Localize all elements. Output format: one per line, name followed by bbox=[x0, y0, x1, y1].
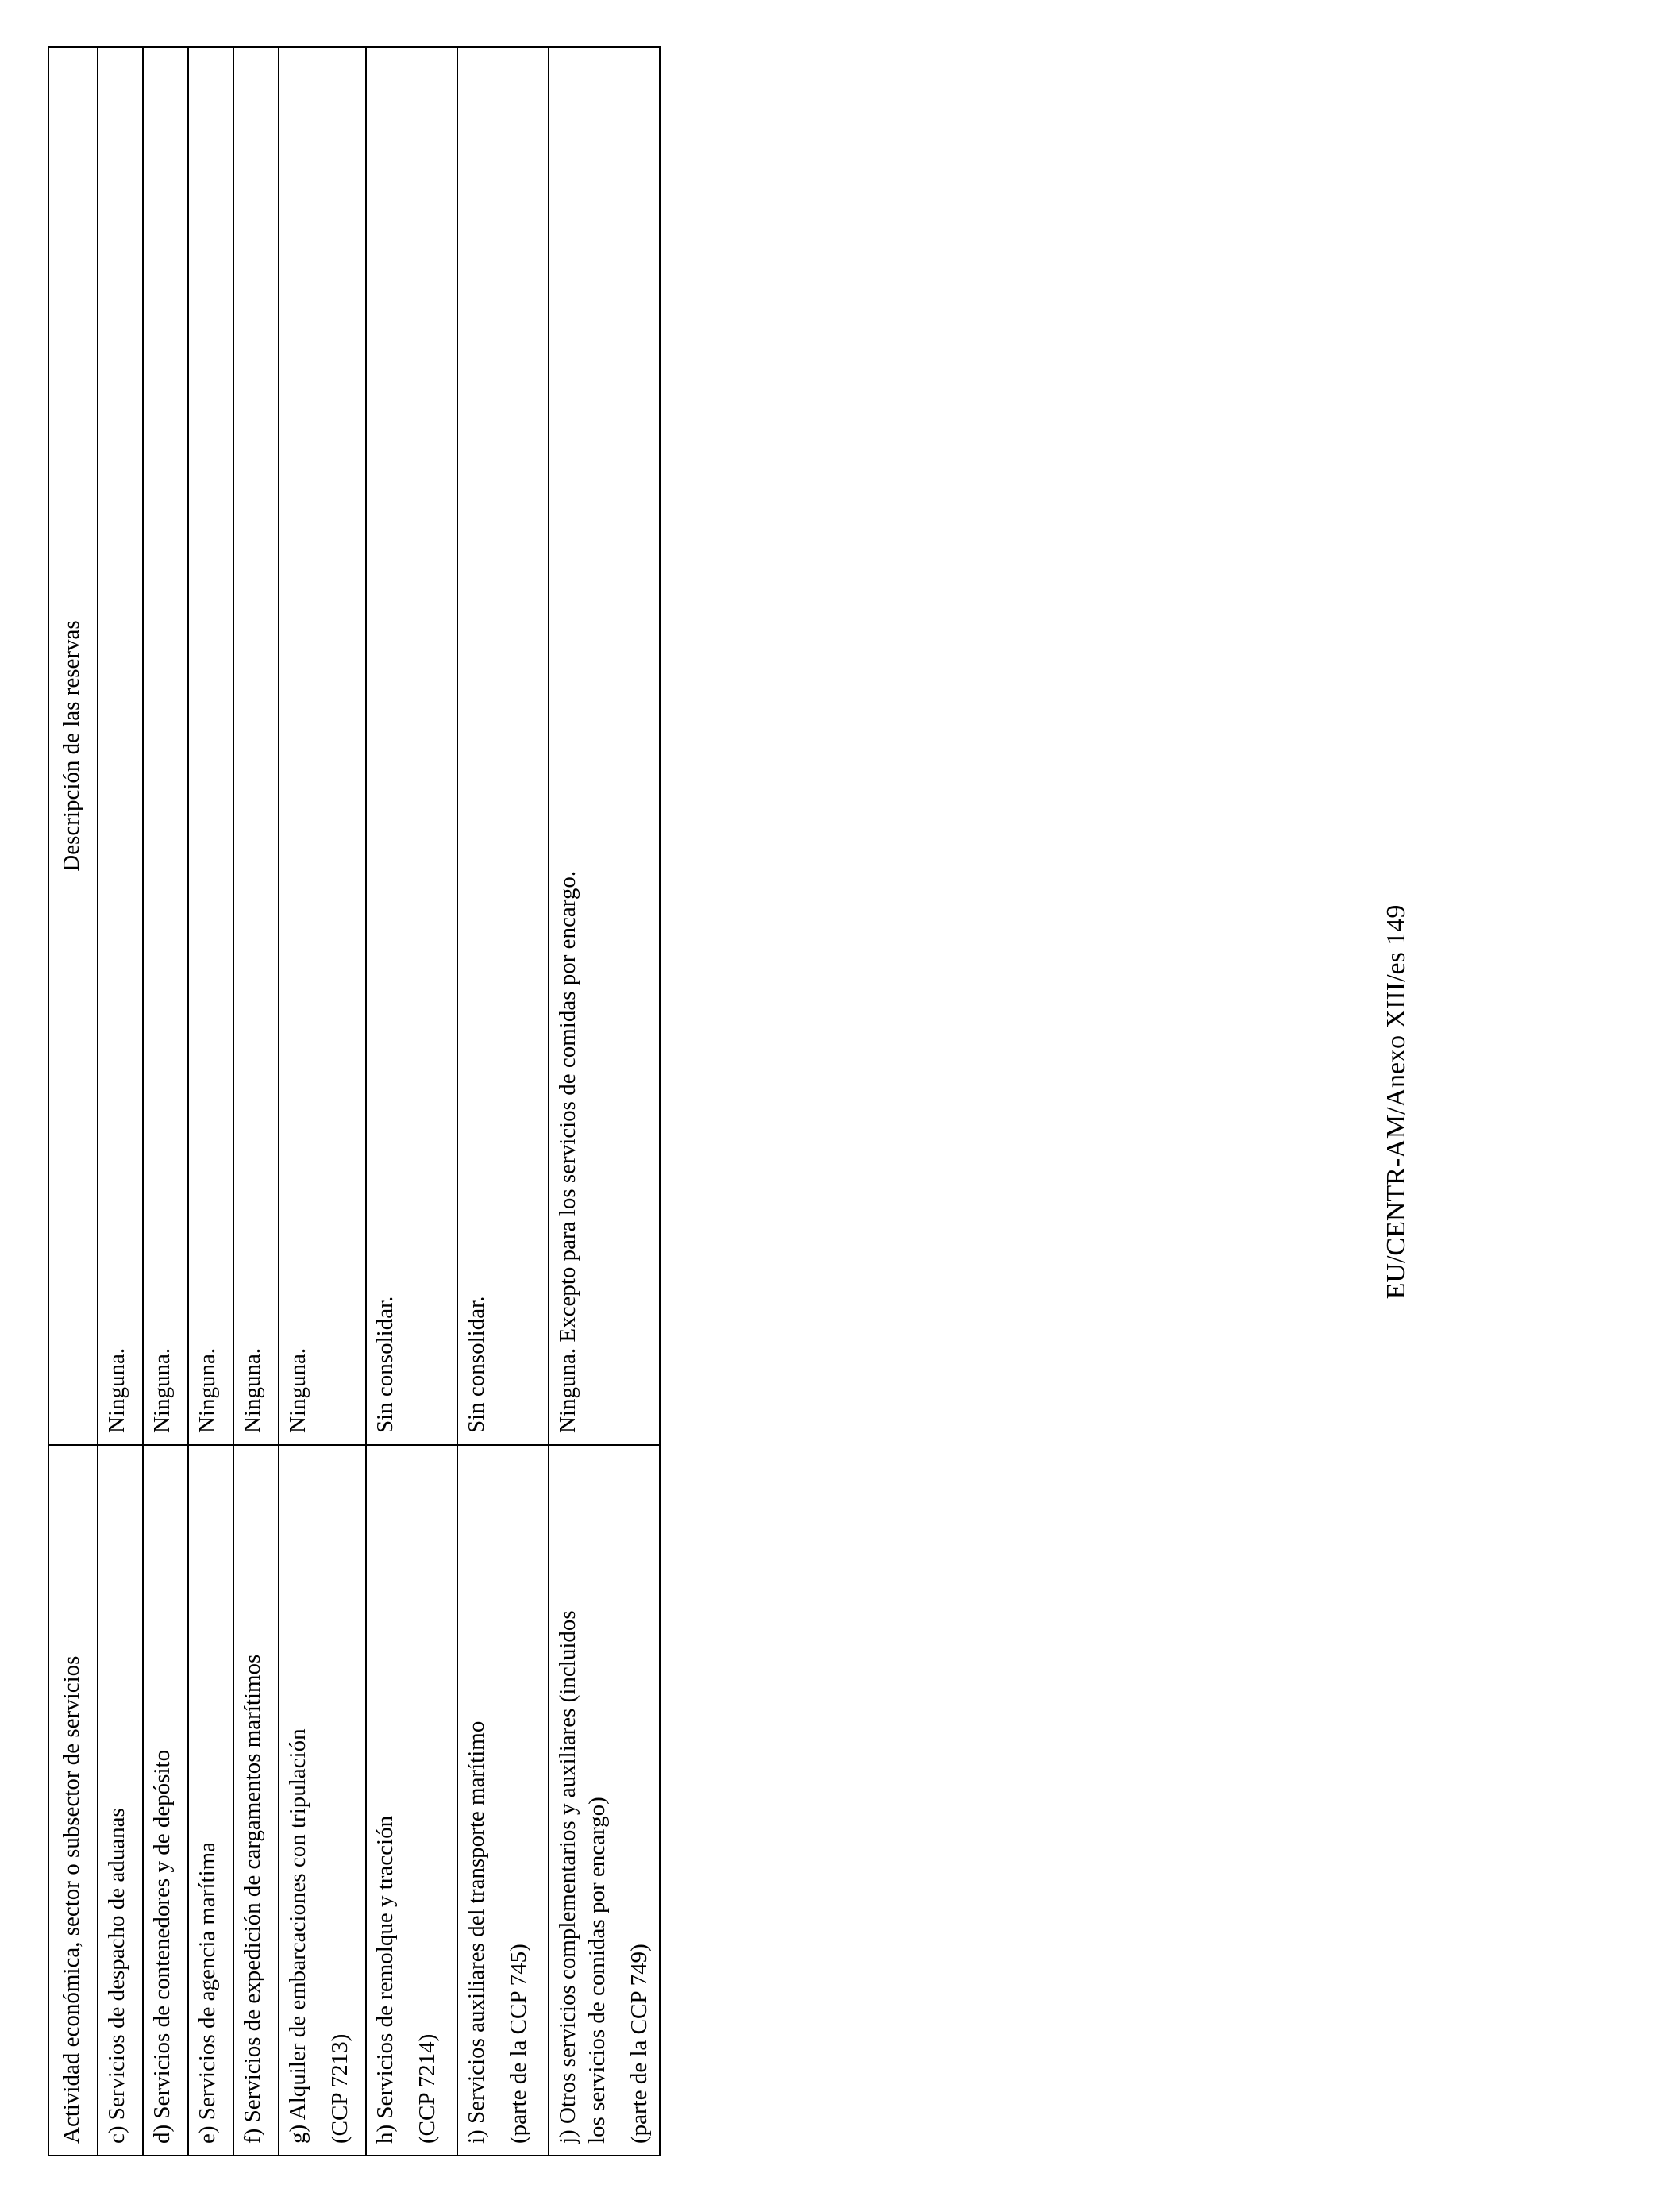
table-row bbox=[549, 47, 660, 2156]
table-row bbox=[279, 47, 366, 2156]
row-e-activity: e) Servicios de agencia marítima bbox=[188, 1445, 233, 2156]
table-row bbox=[143, 47, 188, 2156]
row-h-activity-line: h) Servicios de remolque y tracción bbox=[372, 1815, 398, 2144]
row-j-description: Ninguna. Excepto para los servicios de comidas por encargo. bbox=[549, 47, 660, 1445]
row-j-activity bbox=[549, 1445, 660, 2156]
page-footer: EU/CENTR-AM/Anexo XIII/es 149 bbox=[1381, 904, 1411, 1300]
row-e-description: Ninguna. bbox=[188, 47, 233, 1445]
row-f-description: Ninguna. bbox=[233, 47, 279, 1445]
row-g-activity-line: g) Alquiler de embarcaciones con tripulación bbox=[285, 1728, 310, 2144]
row-g-description: Ninguna. bbox=[279, 47, 366, 1445]
row-j-activity-code: (parte de la CCP 749) bbox=[626, 1944, 652, 2144]
row-g-activity-code: (CCP 7213) bbox=[326, 2033, 353, 2144]
row-j-activity-line1: j) Otros servicios complementarios y auxiliares (incluidos bbox=[555, 1610, 580, 2144]
row-h-description: Sin consolidar. bbox=[366, 47, 457, 1445]
row-d-description: Ninguna. bbox=[143, 47, 188, 1445]
reservations-table bbox=[48, 46, 661, 2156]
row-g-activity bbox=[279, 1445, 366, 2156]
table-row bbox=[233, 47, 279, 2156]
table-row bbox=[98, 47, 143, 2156]
table-header-row bbox=[48, 47, 98, 2156]
row-c-description: Ninguna. bbox=[98, 47, 143, 1445]
row-f-activity: f) Servicios de expedición de cargamentos marítimos bbox=[233, 1445, 279, 2156]
header-description: Descripción de las reservas bbox=[48, 47, 98, 1445]
row-h-activity bbox=[366, 1445, 457, 2156]
row-i-activity bbox=[457, 1445, 549, 2156]
row-h-activity-code: (CCP 7214) bbox=[414, 2033, 440, 2144]
row-c-activity: c) Servicios de despacho de aduanas bbox=[98, 1445, 143, 2156]
table-row bbox=[366, 47, 457, 2156]
table-row bbox=[188, 47, 233, 2156]
row-j-activity-line2: los servicios de comidas por encargo) bbox=[584, 1797, 610, 2144]
header-activity: Actividad económica, sector o subsector de servicios bbox=[48, 1445, 98, 2156]
row-i-activity-line: i) Servicios auxiliares del transporte marítimo bbox=[464, 1720, 489, 2144]
row-i-description: Sin consolidar. bbox=[457, 47, 549, 1445]
row-i-activity-code: (parte de la CCP 745) bbox=[505, 1944, 531, 2144]
row-d-activity: d) Servicios de contenedores y de depósito bbox=[143, 1445, 188, 2156]
table-row bbox=[457, 47, 549, 2156]
